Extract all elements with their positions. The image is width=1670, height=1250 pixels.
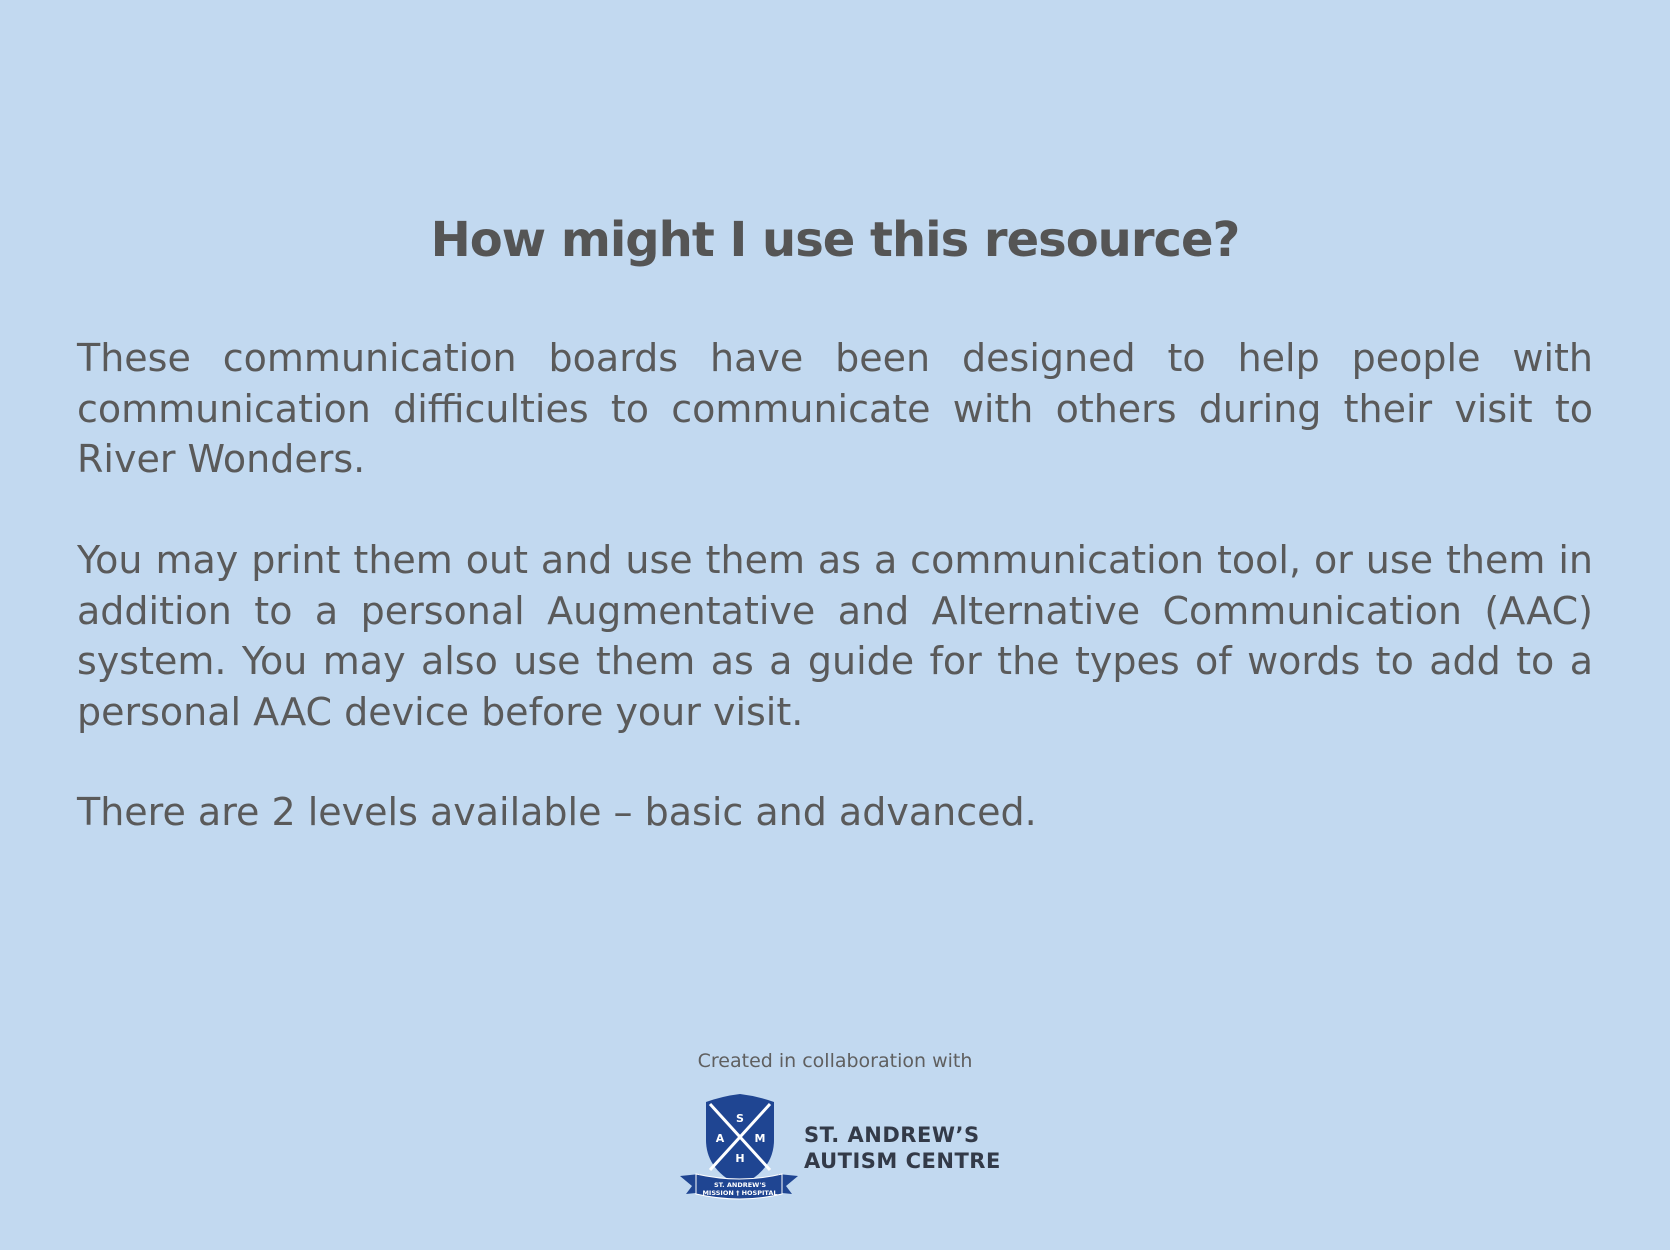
shield-letter: A: [715, 1132, 725, 1145]
logo-name: [804, 1122, 1001, 1174]
ribbon-text: MISSION † HOSPITAL: [702, 1189, 778, 1197]
levels-paragraph: There are 2 levels available – basic and advanced.: [77, 790, 1037, 834]
intro-paragraph: These communication boards have been designed to help people with communication difficulties to communicate with others during their visit to River Wonders.: [77, 336, 1593, 481]
logo-name-line2: AUTISM CENTRE: [804, 1149, 1001, 1173]
st-andrews-autism-centre-logo: [678, 1092, 1001, 1208]
shield-letter: H: [735, 1152, 745, 1165]
usage-paragraph: You may print them out and use them as a communication tool, or use them in addition to a personal Augmentative and Alternative Communication (AAC) system. You may also use them as a guide for the types of words to add to a personal AAC device before your visit.: [77, 538, 1593, 734]
ribbon-text: ST. ANDREW'S: [713, 1181, 767, 1189]
shield-crest-icon: [678, 1092, 800, 1208]
logo-name-line1: ST. ANDREW’S: [804, 1123, 980, 1147]
shield-letter: M: [754, 1132, 766, 1145]
shield-letter: S: [736, 1112, 744, 1125]
page-title: How might I use this resource?: [430, 212, 1240, 268]
collaboration-text: Created in collaboration with: [697, 1050, 973, 1072]
